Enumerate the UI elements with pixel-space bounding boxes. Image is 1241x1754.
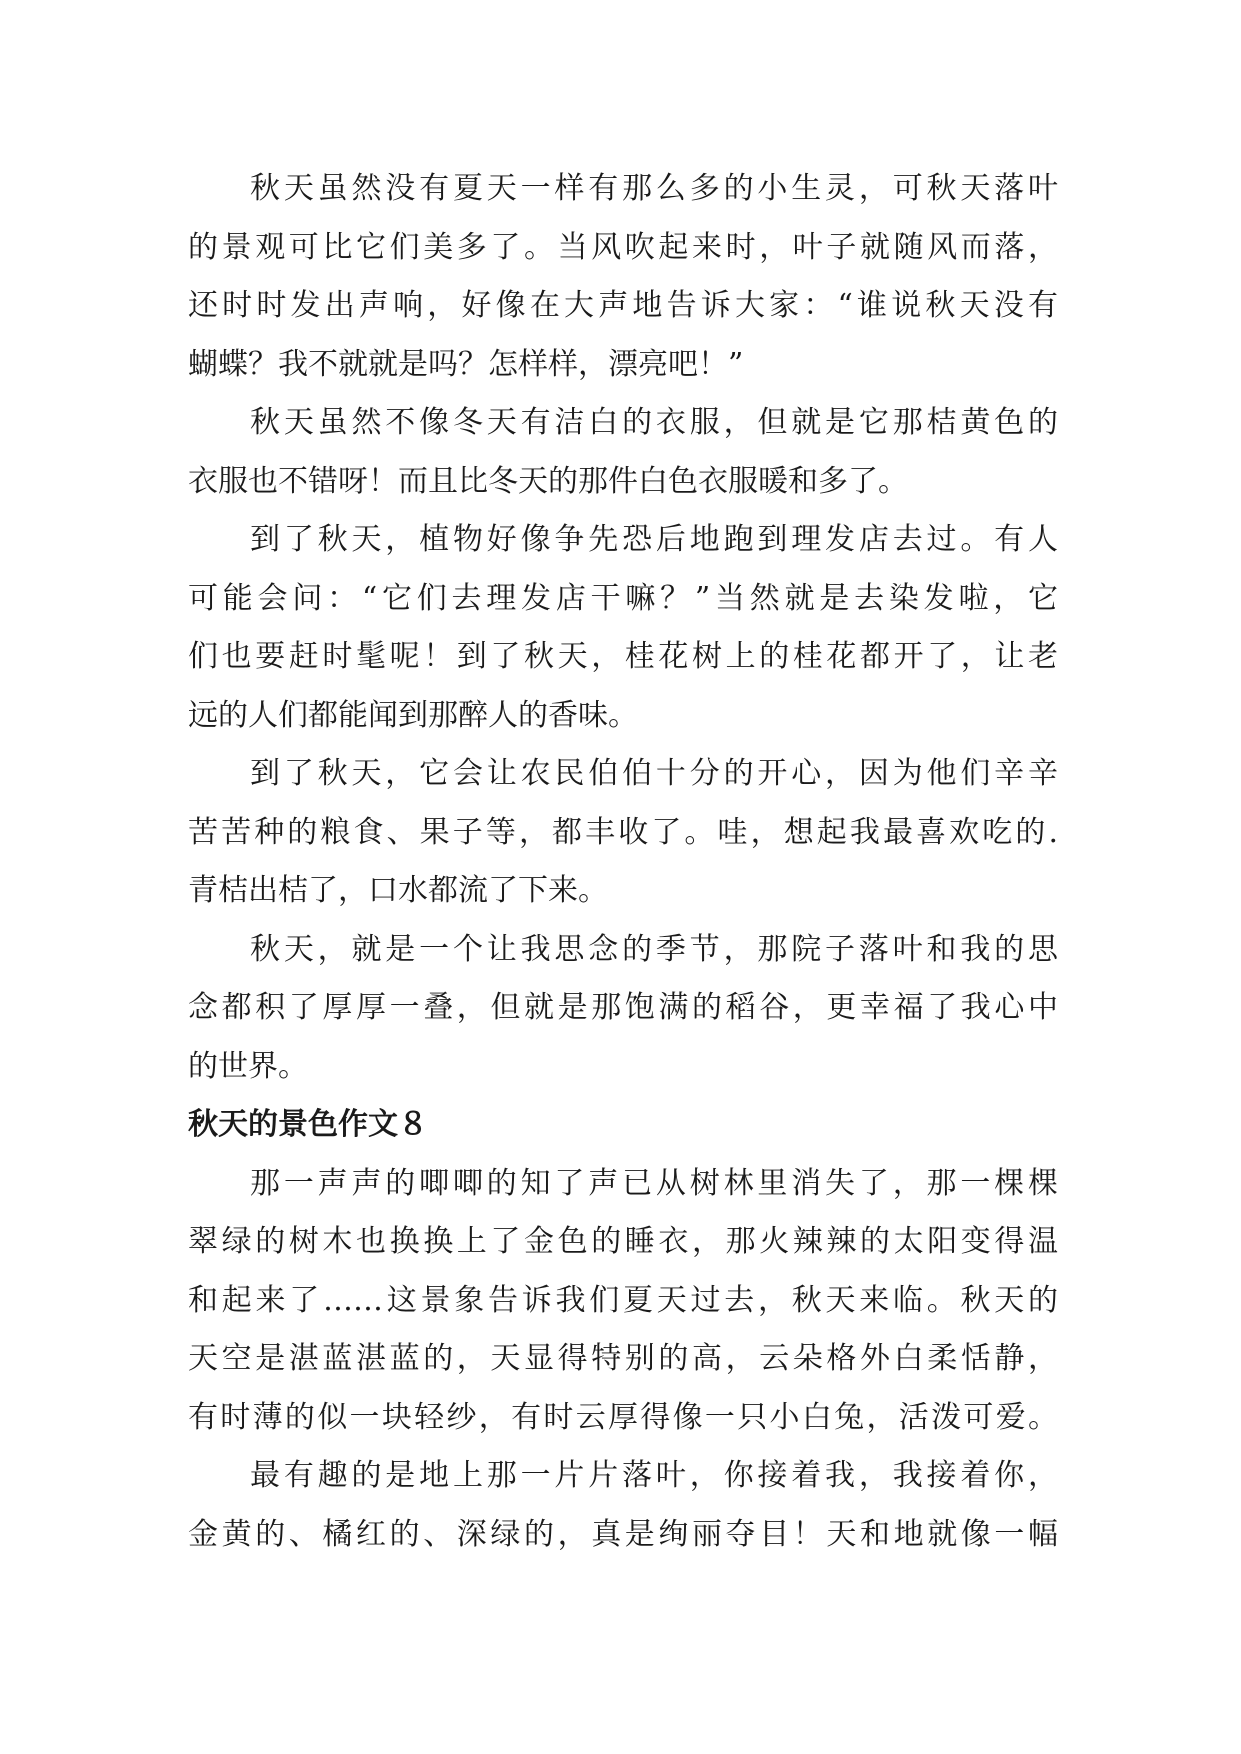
paragraph-7 (188, 1447, 1058, 1564)
paragraph-line: 衣服也不错呀！而且比冬天的那件白色衣服暖和多了。 (188, 463, 908, 499)
paragraph-line: 有时薄的似一块轻纱，有时云厚得像一只小白兔，活泼可爱。 (188, 1399, 1058, 1435)
paragraph-line: 到了秋天，它会让农民伯伯十分的开心，因为他们辛辛 (250, 756, 1058, 791)
paragraph-3 (188, 511, 1058, 745)
paragraph-4 (188, 745, 1058, 921)
paragraph-line: 还时时发出声响，好像在大声地告诉大家：“谁说秋天没有 (188, 288, 1058, 323)
paragraph-line: 到了秋天，植物好像争先恐后地跑到理发店去过。有人 (250, 522, 1058, 557)
paragraph-line: 远的人们都能闻到那醉人的香味。 (188, 697, 638, 733)
paragraph-line: 天空是湛蓝湛蓝的，天显得特别的高，云朵格外白柔恬静， (188, 1341, 1058, 1376)
paragraph-5 (188, 921, 1058, 1097)
paragraph-line: 那一声声的唧唧的知了声已从树林里消失了，那一棵棵 (250, 1165, 1058, 1201)
paragraph-line: 秋天虽然没有夏天一样有那么多的小生灵，可秋天落叶 (250, 171, 1058, 206)
paragraph-line: 苦苦种的粮食、果子等，都丰收了。哇，想起我最喜欢吃的. (188, 814, 1058, 850)
paragraph-line: 们也要赶时髦呢！到了秋天，桂花树上的桂花都开了，让老 (188, 639, 1058, 674)
paragraph-line: 的景观可比它们美多了。当风吹起来时，叶子就随风而落， (188, 229, 1058, 265)
paragraph-line: 秋天虽然不像冬天有洁白的衣服，但就是它那桔黄色的 (250, 405, 1058, 440)
section-heading: 秋天的景色作文８ (188, 1107, 428, 1142)
paragraph-6 (188, 1155, 1058, 1448)
paragraph-line: 秋天，就是一个让我思念的季节，那院子落叶和我的思 (250, 931, 1058, 967)
paragraph-line: 的世界。 (188, 1048, 308, 1084)
paragraph-line: 青桔出桔了，口水都流了下来。 (188, 873, 608, 908)
paragraph-line: 蝴蝶？我不就就是吗？怎样样，漂亮吧！” (188, 346, 744, 382)
paragraph-line: 金黄的、橘红的、深绿的，真是绚丽夺目！天和地就像一幅 (188, 1516, 1058, 1552)
paragraph-1 (188, 160, 1058, 394)
paragraph-line: 可能会问：“它们去理发店干嘛？”当然就是去染发啦，它 (188, 580, 1058, 616)
paragraph-line: 和起来了……这景象告诉我们夏天过去，秋天来临。秋天的 (188, 1282, 1058, 1318)
paragraph-line: 翠绿的树木也换换上了金色的睡衣，那火辣辣的太阳变得温 (188, 1224, 1058, 1259)
paragraph-2 (188, 394, 1058, 511)
paragraph-line: 念都积了厚厚一叠，但就是那饱满的稻谷，更幸福了我心中 (188, 990, 1058, 1025)
paragraph-line: 最有趣的是地上那一片片落叶，你接着我，我接着你， (250, 1458, 1058, 1493)
document-body (188, 160, 1058, 1564)
